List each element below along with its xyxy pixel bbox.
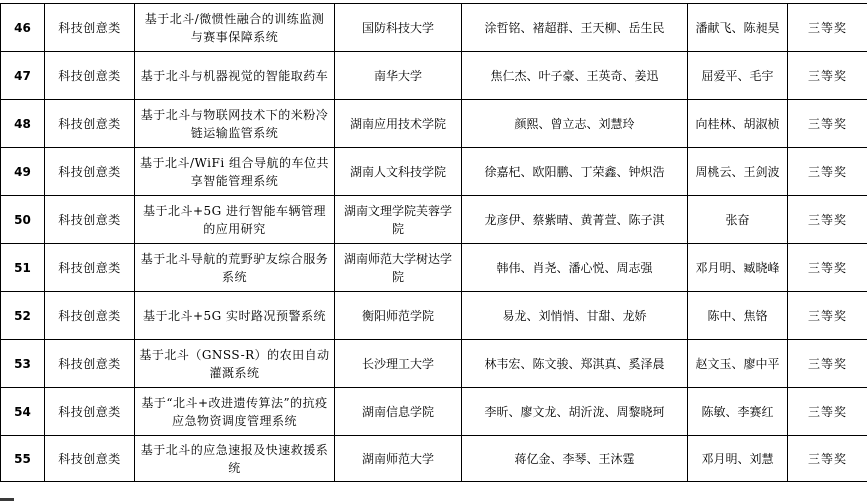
row-award: 三等奖 — [788, 388, 867, 436]
row-award: 三等奖 — [788, 244, 867, 292]
table-row — [1, 100, 867, 148]
page-corner-mark — [0, 498, 14, 501]
table-row — [1, 436, 867, 482]
row-number: 55 — [1, 436, 45, 482]
row-advisors: 周桃云、王剑波 — [688, 148, 788, 196]
row-category: 科技创意类 — [45, 4, 135, 52]
row-school: 湖南应用技术学院 — [335, 100, 462, 148]
row-project-title: 基于“北斗+改进遗传算法”的抗疫应急物资调度管理系统 — [135, 388, 335, 436]
row-award: 三等奖 — [788, 340, 867, 388]
row-advisors: 邓月明、臧晓峰 — [688, 244, 788, 292]
row-school: 湖南师范大学 — [335, 436, 462, 482]
row-authors: 韩伟、肖尧、潘心悦、周志强 — [462, 244, 688, 292]
row-advisors: 潘献飞、陈昶昊 — [688, 4, 788, 52]
row-number: 46 — [1, 4, 45, 52]
table-row — [1, 52, 867, 100]
row-category: 科技创意类 — [45, 292, 135, 340]
row-advisors: 陈敏、李赛红 — [688, 388, 788, 436]
row-school: 国防科技大学 — [335, 4, 462, 52]
row-authors: 蒋亿金、李琴、王沐霆 — [462, 436, 688, 482]
row-authors: 李昕、廖文龙、胡沂泷、周黎晓珂 — [462, 388, 688, 436]
row-school: 湖南人文科技学院 — [335, 148, 462, 196]
row-number: 47 — [1, 52, 45, 100]
table-row — [1, 196, 867, 244]
table-row — [1, 244, 867, 292]
row-authors: 涂哲铭、褚超群、王天柳、岳生民 — [462, 4, 688, 52]
row-number: 54 — [1, 388, 45, 436]
row-authors: 林韦宏、陈文骏、郑淇真、奚泽晨 — [462, 340, 688, 388]
row-authors: 徐嘉杞、欧阳鹏、丁荣鑫、钟炽浩 — [462, 148, 688, 196]
row-school: 南华大学 — [335, 52, 462, 100]
row-category: 科技创意类 — [45, 244, 135, 292]
row-advisors: 张奋 — [688, 196, 788, 244]
awards-table — [0, 3, 867, 482]
row-advisors: 向桂林、胡淑桢 — [688, 100, 788, 148]
row-authors: 易龙、刘悄悄、甘甜、龙娇 — [462, 292, 688, 340]
row-project-title: 基于北斗与物联网技术下的米粉冷链运输监管系统 — [135, 100, 335, 148]
row-number: 50 — [1, 196, 45, 244]
row-award: 三等奖 — [788, 148, 867, 196]
table-row — [1, 388, 867, 436]
table-row — [1, 4, 867, 52]
row-project-title: 基于北斗（GNSS-R）的农田自动灌溉系统 — [135, 340, 335, 388]
row-award: 三等奖 — [788, 196, 867, 244]
row-advisors: 屈爱平、毛宇 — [688, 52, 788, 100]
row-authors: 颜熙、曾立志、刘慧玲 — [462, 100, 688, 148]
row-award: 三等奖 — [788, 52, 867, 100]
row-number: 48 — [1, 100, 45, 148]
row-project-title: 基于北斗/WiFi 组合导航的车位共享智能管理系统 — [135, 148, 335, 196]
row-school: 长沙理工大学 — [335, 340, 462, 388]
row-authors: 焦仁杰、叶子豪、王英奇、姜迅 — [462, 52, 688, 100]
row-award: 三等奖 — [788, 436, 867, 482]
row-advisors: 赵文玉、廖中平 — [688, 340, 788, 388]
table-row — [1, 292, 867, 340]
row-school: 湖南信息学院 — [335, 388, 462, 436]
table-row — [1, 340, 867, 388]
row-category: 科技创意类 — [45, 196, 135, 244]
row-authors: 龙彦伊、蔡紫晴、黄菁萱、陈子淇 — [462, 196, 688, 244]
row-project-title: 基于北斗+5G 进行智能车辆管理的应用研究 — [135, 196, 335, 244]
page-bottom-edge — [0, 497, 867, 503]
row-category: 科技创意类 — [45, 436, 135, 482]
row-advisors: 陈中、焦铬 — [688, 292, 788, 340]
row-award: 三等奖 — [788, 4, 867, 52]
row-category: 科技创意类 — [45, 340, 135, 388]
row-advisors: 邓月明、刘慧 — [688, 436, 788, 482]
row-school: 湖南师范大学树达学院 — [335, 244, 462, 292]
row-award: 三等奖 — [788, 100, 867, 148]
row-school: 衡阳师范学院 — [335, 292, 462, 340]
row-project-title: 基于北斗+5G 实时路况预警系统 — [135, 292, 335, 340]
row-number: 53 — [1, 340, 45, 388]
row-number: 49 — [1, 148, 45, 196]
row-project-title: 基于北斗与机器视觉的智能取药车 — [135, 52, 335, 100]
row-award: 三等奖 — [788, 292, 867, 340]
row-project-title: 基于北斗/微惯性融合的训练监测与赛事保障系统 — [135, 4, 335, 52]
row-category: 科技创意类 — [45, 52, 135, 100]
table-row — [1, 148, 867, 196]
row-number: 51 — [1, 244, 45, 292]
row-category: 科技创意类 — [45, 100, 135, 148]
row-category: 科技创意类 — [45, 148, 135, 196]
row-number: 52 — [1, 292, 45, 340]
row-school: 湖南文理学院芙蓉学院 — [335, 196, 462, 244]
row-project-title: 基于北斗导航的荒野驴友综合服务系统 — [135, 244, 335, 292]
awards-table-body — [1, 4, 867, 482]
row-category: 科技创意类 — [45, 388, 135, 436]
row-project-title: 基于北斗的应急速报及快速救援系统 — [135, 436, 335, 482]
